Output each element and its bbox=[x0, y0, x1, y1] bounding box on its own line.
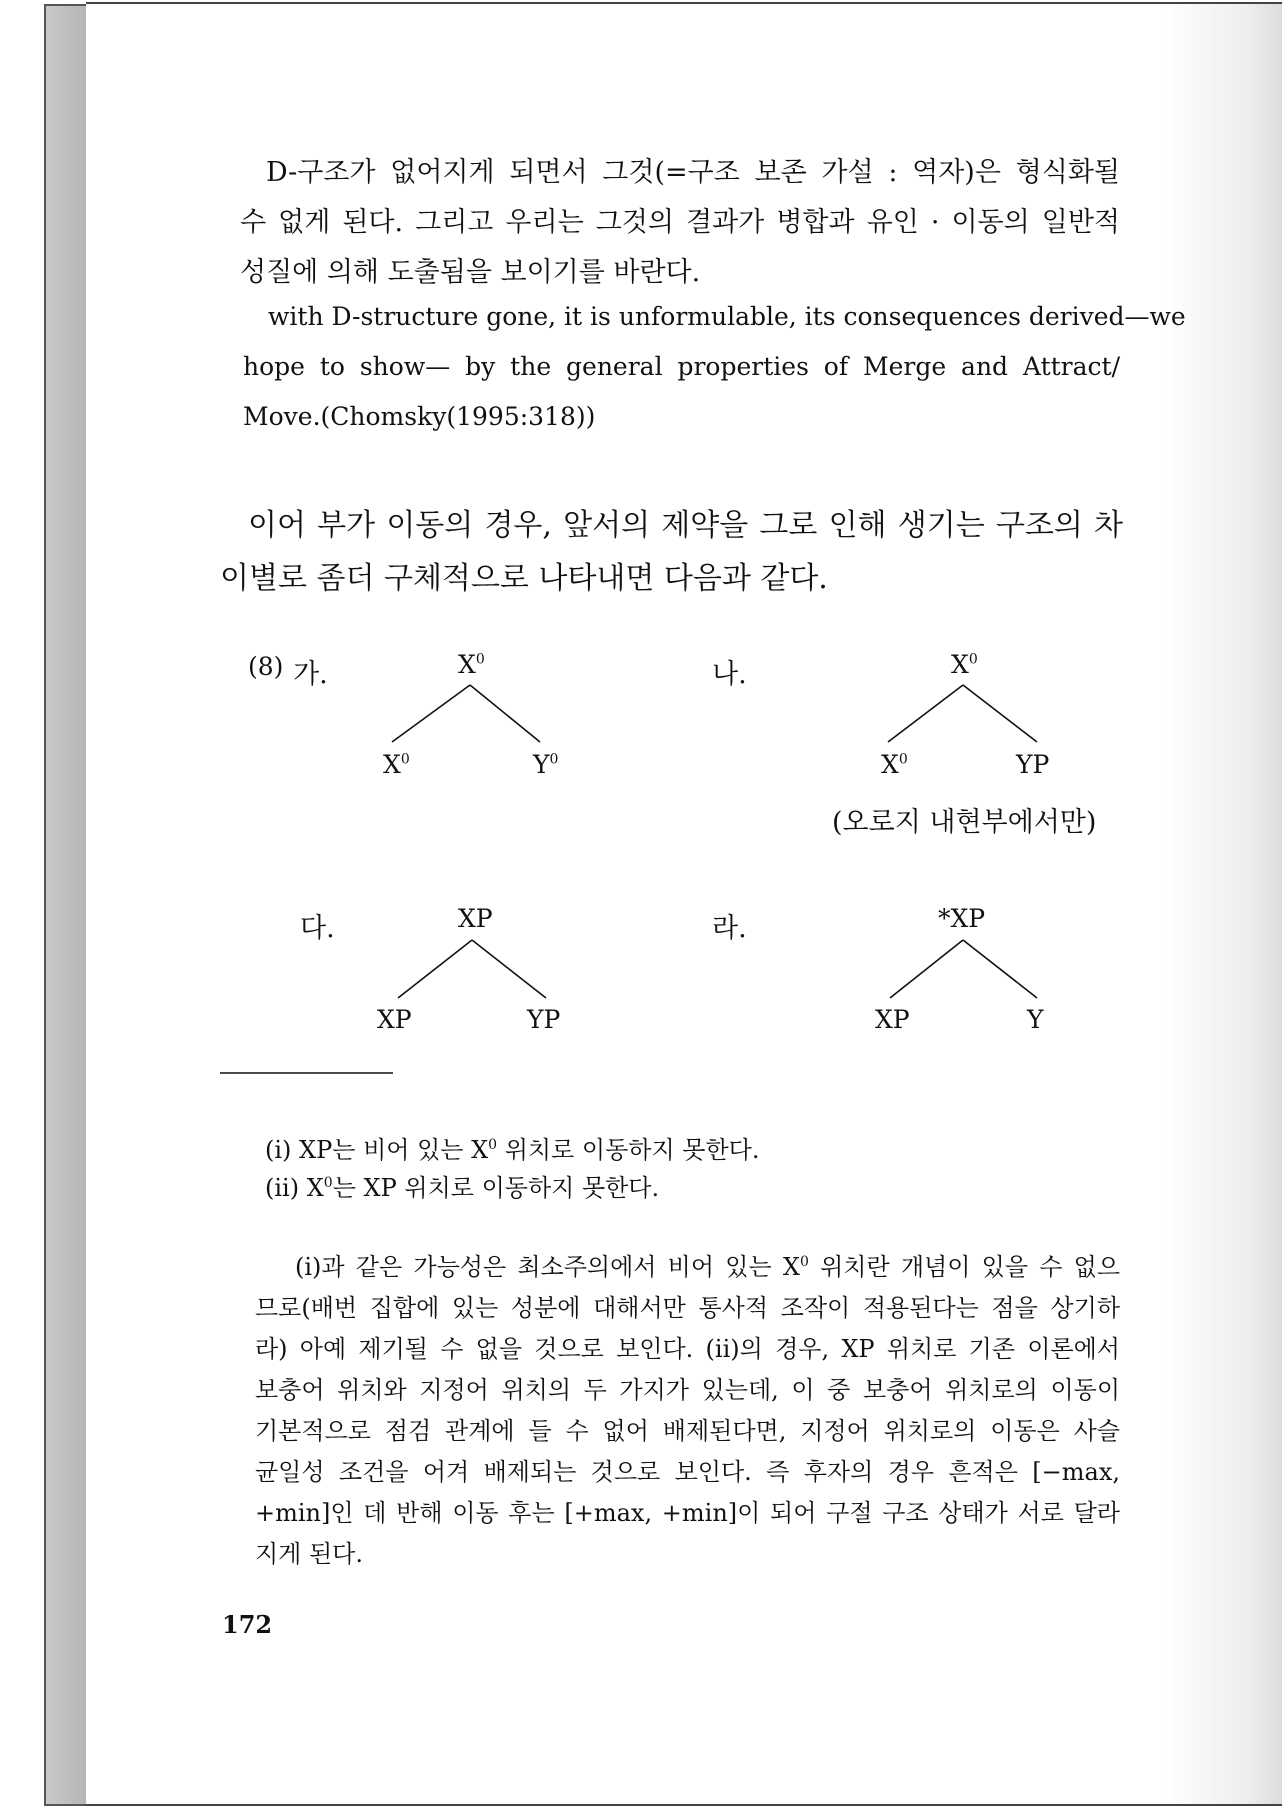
node-text: *XP bbox=[938, 904, 986, 933]
line-sup: 0 bbox=[799, 1254, 809, 1270]
node-sup: 0 bbox=[898, 751, 908, 768]
branch-line bbox=[963, 940, 1037, 998]
footnote-text: (ii) X bbox=[265, 1174, 324, 1202]
tree-left-child bbox=[377, 1005, 412, 1034]
node-sup: 0 bbox=[549, 751, 559, 768]
text-line: with D-structure gone, it is unformulable, its consequences derived—we bbox=[268, 302, 1186, 331]
node-text: Y bbox=[1027, 1005, 1044, 1034]
branch-line bbox=[890, 940, 963, 998]
node-text: X bbox=[881, 750, 899, 779]
text-line: 므로(배번 집합에 있는 성분에 대해서만 통사적 조작이 적용된다는 점을 상기하 bbox=[255, 1294, 1120, 1322]
footnote-sup: 0 bbox=[488, 1137, 498, 1153]
node-text: XP bbox=[458, 904, 493, 933]
node-sup: 0 bbox=[968, 651, 978, 668]
text-line bbox=[295, 1247, 1120, 1282]
node-text: X bbox=[383, 750, 401, 779]
example-number: (8) bbox=[248, 652, 284, 681]
text-line: 이어 부가 이동의 경우, 앞서의 제약을 그로 인해 생기는 구조의 차 bbox=[248, 508, 1123, 543]
branch-line bbox=[472, 940, 546, 998]
branch-line bbox=[398, 940, 472, 998]
text-line: 보충어 위치와 지정어 위치의 두 가지가 있는데, 이 중 보충어 위치로의 이동이 bbox=[255, 1376, 1120, 1404]
line-text: 위치란 개념이 있을 수 없으 bbox=[808, 1253, 1121, 1281]
tree-right-child bbox=[1027, 1005, 1044, 1034]
tree-left-child bbox=[383, 750, 410, 779]
tree-right-child bbox=[527, 1005, 560, 1034]
node-text: XP bbox=[377, 1005, 412, 1034]
text-line: Move.(Chomsky(1995:318)) bbox=[243, 402, 596, 431]
node-text: YP bbox=[527, 1005, 561, 1034]
tree-root bbox=[458, 650, 485, 679]
tree-right-child bbox=[533, 750, 558, 779]
text-line: 균일성 조건을 어겨 배제되는 것으로 보인다. 즉 후자의 경우 흔적은 [−max, bbox=[255, 1458, 1120, 1486]
tree-left-child bbox=[881, 750, 908, 779]
tree-label: 다. bbox=[300, 913, 335, 944]
branch-line bbox=[888, 685, 963, 742]
node-text: XP bbox=[875, 1005, 910, 1034]
footnote-text: 위치로 이동하지 못한다. bbox=[497, 1136, 760, 1164]
node-text: Y bbox=[533, 750, 550, 779]
node-text: YP bbox=[1016, 750, 1050, 779]
text-line: 기본적으로 점검 관계에 들 수 없어 배제된다면, 지정어 위치로의 이동은 사슬 bbox=[255, 1417, 1120, 1445]
tree-root bbox=[938, 904, 985, 933]
tree-root bbox=[458, 904, 493, 933]
node-text: X bbox=[458, 650, 476, 679]
line-text: (i)과 같은 가능성은 최소주의에서 비어 있는 X bbox=[295, 1253, 800, 1281]
text-line: +min]인 데 반해 이동 후는 [+max, +min]이 되어 구절 구조 상태가 서로 달라 bbox=[255, 1499, 1120, 1527]
branch-line bbox=[963, 685, 1037, 742]
footnote-text: 는 XP 위치로 이동하지 못한다. bbox=[332, 1174, 660, 1202]
page-number: 172 bbox=[222, 1610, 273, 1639]
tree-left-child bbox=[875, 1005, 910, 1034]
branch-line bbox=[392, 685, 470, 742]
text-line: hope to show— by the general properties of Merge and Attract/ bbox=[243, 352, 1120, 381]
node-sup: 0 bbox=[400, 751, 410, 768]
tree-note: (오로지 내현부에서만) bbox=[832, 807, 1097, 838]
footnote-text: (i) XP는 비어 있는 X bbox=[265, 1136, 489, 1164]
text-line: 이별로 좀더 구체적으로 나타내면 다음과 같다. bbox=[220, 561, 828, 596]
node-sup: 0 bbox=[475, 651, 485, 668]
text-line: 수 없게 된다. 그리고 우리는 그것의 결과가 병합과 유인 · 이동의 일반적 bbox=[240, 207, 1120, 238]
tree-label: 라. bbox=[712, 913, 747, 944]
text-line: 지게 된다. bbox=[255, 1540, 363, 1568]
tree-label: 나. bbox=[712, 659, 747, 690]
tree-root bbox=[951, 650, 978, 679]
text-line: 성질에 의해 도출됨을 보이기를 바란다. bbox=[240, 257, 701, 288]
footnote bbox=[265, 1130, 759, 1165]
tree-right-child bbox=[1016, 750, 1049, 779]
footnote-sup: 0 bbox=[323, 1175, 333, 1191]
text-line: 라) 아예 제기될 수 없을 것으로 보인다. (ii)의 경우, XP 위치로 기존 이론에서 bbox=[255, 1335, 1120, 1363]
text-line: D-구조가 없어지게 되면서 그것(=구조 보존 가설 : 역자)은 형식화될 bbox=[266, 157, 1120, 188]
branch-line bbox=[470, 685, 540, 742]
footnote bbox=[265, 1168, 659, 1203]
tree-label: 가. bbox=[293, 659, 328, 690]
node-text: X bbox=[951, 650, 969, 679]
